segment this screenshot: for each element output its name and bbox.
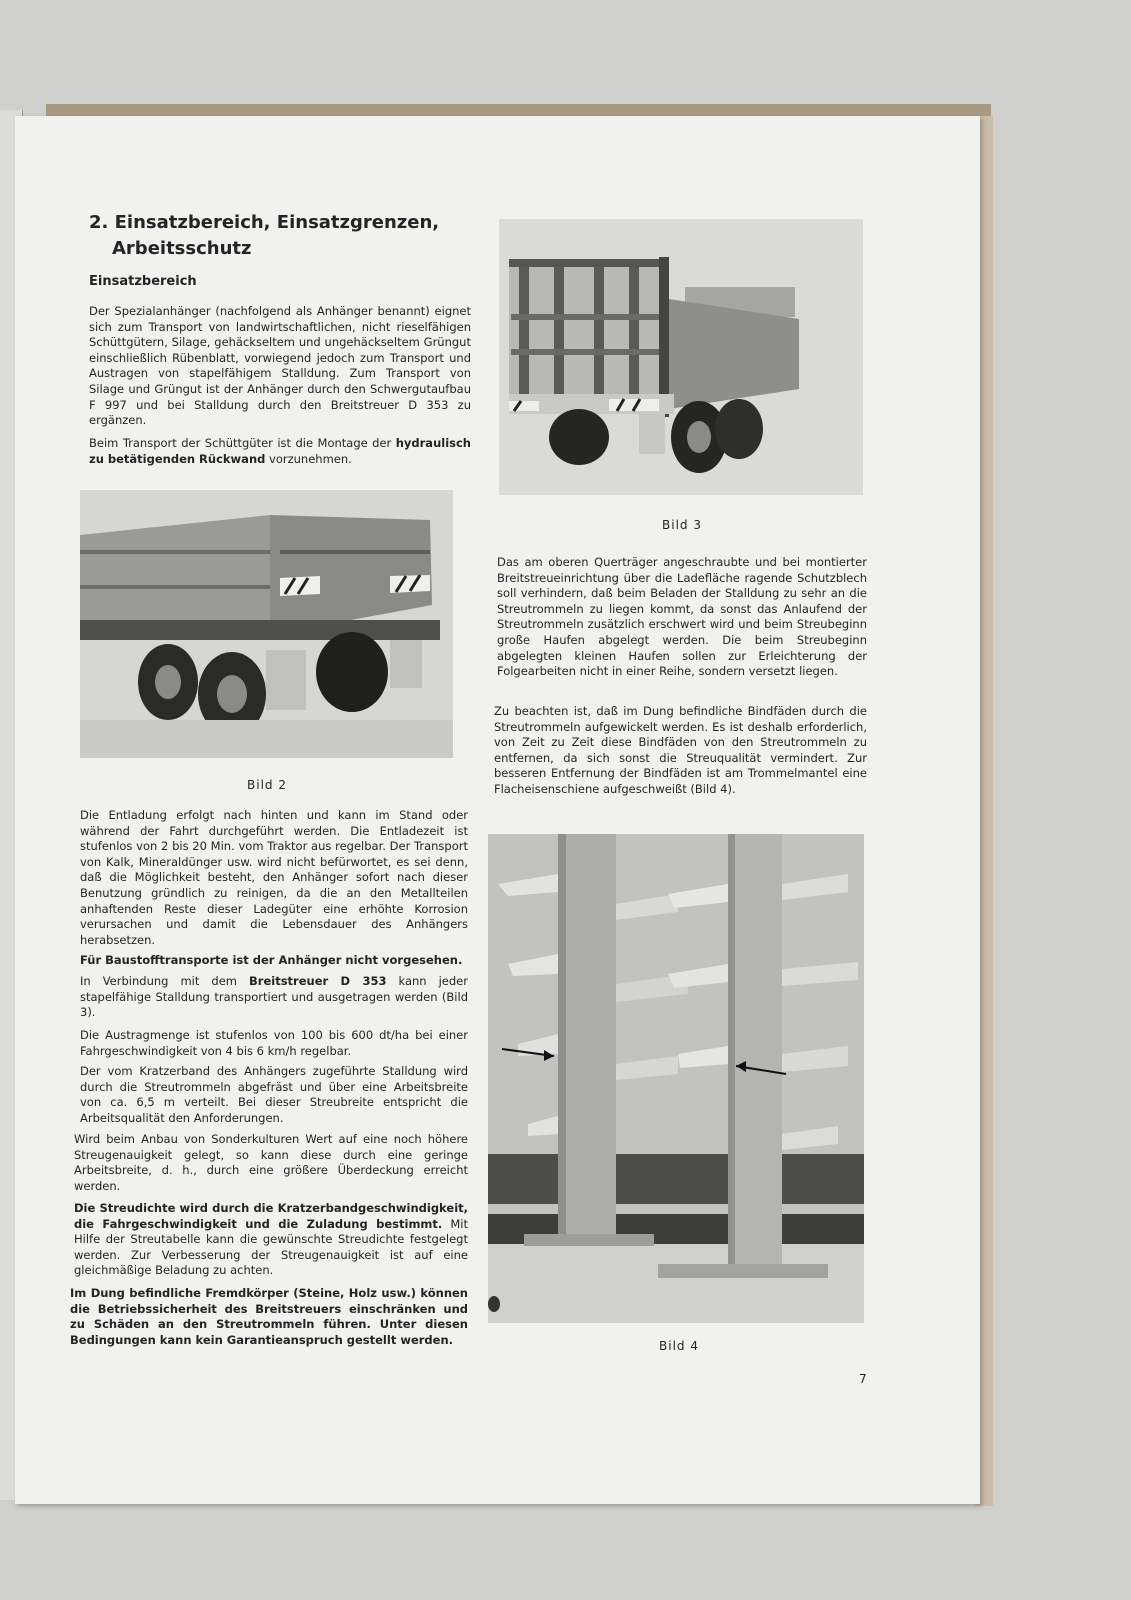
caption-bild-3: Bild 3 [662, 518, 702, 532]
streudichte-paragraph [74, 1201, 468, 1279]
entladung-paragraph: Die Entladung erfolgt nach hinten und kann im Stand oder während der Fahrt durchgeführt werden. Die Entladezeit ist stufenlos von 2 bis 20 Min. vom Traktor aus regelbar. Der Transport von Kalk, Mineraldünger usw. wird nicht befürwortet, es sei denn, daß die Möglichkeit besteht, den Anhänger sofort nach dieser Benutzung gründlich zu reinigen, da die an den Metallteilen anhaftenden Reste dieser Ladegüter eine erhöhte Korrosion verursachen und damit die Lebensdauer des Anhängers herabsetzen. [80, 808, 468, 947]
heading-line-2: Arbeitsschutz [112, 238, 252, 259]
rueckwand-paragraph [89, 436, 471, 467]
rueckwand-text-pre: Beim Transport der Schüttgüter ist die Montage der [89, 436, 396, 450]
baustoff-text-bold: Für Baustofftransporte ist der Anhänger nicht vorgesehen. [80, 953, 463, 967]
photo-trailer-rear [80, 490, 453, 758]
rueckwand-text-post: vorzunehmen. [265, 451, 352, 466]
kratzerband-paragraph: Der vom Kratzerband des Anhängers zugeführte Stalldung wird durch die Streutrommeln abgefräst und über eine Arbeitsbreite von ca. 6,5 m verteilt. Bei dieser Streubreite entspricht die Arbeitsqualität den Anforderungen. [80, 1064, 468, 1125]
caption-bild-4: Bild 4 [659, 1339, 699, 1353]
breitstreuer-paragraph [80, 974, 468, 1021]
photo-trailer-with-spreader [499, 219, 863, 495]
section-heading [89, 210, 469, 262]
sonderkulturen-paragraph: Wird beim Anbau von Sonderkulturen Wert auf eine noch höhere Streugenauigkeit gelegt, so kann diese durch eine geringe Arbeitsbreite, d. h., durch eine größere Überdeckung erreicht werden. [74, 1132, 468, 1193]
subheading-einsatzbereich: Einsatzbereich [89, 274, 197, 289]
baustoff-paragraph [80, 953, 468, 969]
intro-paragraph: Der Spezialanhänger (nachfolgend als Anhänger benannt) eignet sich zum Transport von landwirtschaftlichen, nicht rieselfähigen Schüttgütern, Silage, gehäckseltem und ungehäckseltem Grüngut einschließlich Rübenblatt, vorwiegend jedoch zum Transport und Austragen von stapelfähigem Stalldung. Zum Transport von Silage und Grüngut ist der Anhänger durch den Schwergutaufbau F 997 und bei Stalldung durch den Breitstreuer D 353 zu ergänzen. [89, 304, 471, 428]
breitstreuer-text-post: kann jeder stapelfähige Stalldung transportiert und ausgetragen werden (Bild 3). [80, 974, 468, 1020]
breitstreuer-text-bold: Breitstreuer D 353 [249, 974, 387, 988]
bindfaeden-paragraph: Zu beachten ist, daß im Dung befindliche Bindfäden durch die Streutrommeln aufgewickelt werden. Es ist deshalb erforderlich, von Zeit zu Zeit diese Bindfäden von den Streutrommeln zu entfernen, da sich sonst die Streuqualität vermindert. Zur besseren Entfernung der Bindfäden ist am Trommelmantel eine Flacheisenschiene aufgeschweißt (Bild 4). [494, 704, 867, 796]
austragmenge-paragraph: Die Austragmenge ist stufenlos von 100 bis 600 dt/ha bei einer Fahrgeschwindigkeit von 4 bis 6 km/h regelbar. [80, 1028, 468, 1058]
streudichte-text-post: Mit Hilfe der Streutabelle kann die gewünschte Streudichte festgelegt werden. Zur Verbesserung der Streugenauigkeit ist auf eine gleichmäßige Beladung zu achten. [74, 1216, 468, 1278]
fremdkoerper-paragraph [70, 1286, 468, 1348]
schutzblech-paragraph: Das am oberen Querträger angeschraubte und bei montierter Breitstreueinrichtung über die Ladefläche ragende Schutzblech soll verhindern, daß beim Beladen der Stalldung zu sehr an die Streutrommeln zu liegen kommt, da sonst das Anlaufend der Streutrommeln zusätzlich erschwert wird und beim Streubeginn große Haufen abgelegt werden. Die beim Streubeginn abgelegten kleinen Haufen sollen zur Erleichterung der Folgearbeiten nicht in einer Reihe, sondern versetzt liegen. [497, 555, 867, 679]
photo-spreader-drums [488, 834, 864, 1323]
heading-line-1: 2. Einsatzbereich, Einsatzgrenzen, [89, 212, 440, 233]
rueckwand-text-bold: hydraulisch zu betätigenden Rückwand [89, 436, 471, 466]
manual-page [15, 116, 980, 1504]
fremdkoerper-text-bold: Im Dung befindliche Fremdkörper (Steine, Holz usw.) können die Betriebssicherheit des Breitstreuers einschränken und zu Schäden an den Streutrommeln führen. Unter diesen Bedingungen kann kein Garantieanspruch gestellt werden. [70, 1286, 468, 1347]
streudichte-text-bold: Die Streudichte wird durch die Kratzerbandgeschwindigkeit, die Fahrgeschwindigkeit und die Zuladung bestimmt. [74, 1201, 468, 1231]
page-number: 7 [859, 1372, 867, 1386]
breitstreuer-text-pre: In Verbindung mit dem [80, 974, 250, 988]
caption-bild-2: Bild 2 [247, 778, 287, 792]
